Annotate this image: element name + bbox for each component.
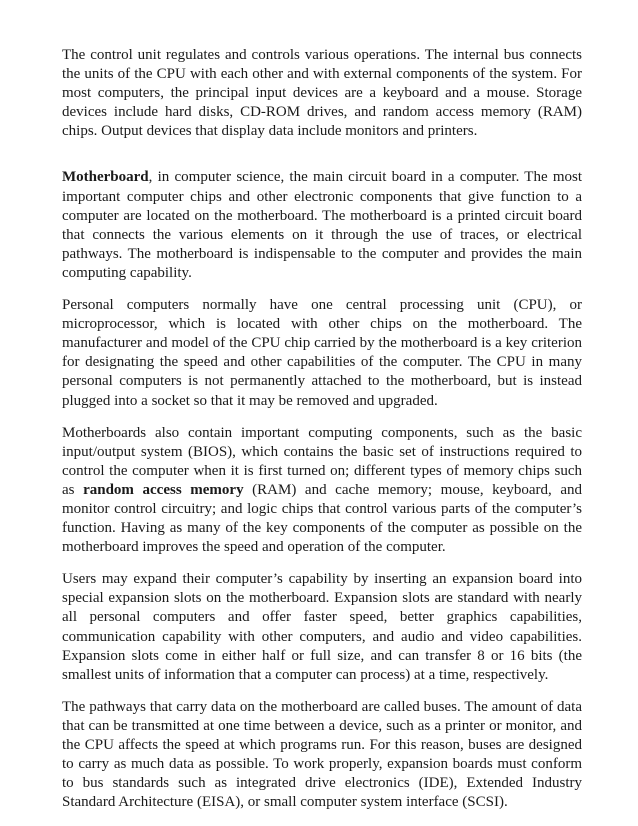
- paragraph-buses: The pathways that carry data on the motherboard are called buses. The amount of data that can be transmitted at one time between a device, such as a printer or monitor, and the CPU affects the speed at which programs run. For this reason, buses are designed to carry as much data as possible. To work properly, expansion boards must conform to bus standards such as integrated drive electronics (IDE), Extended Industry Standard Architecture (EISA), or small computer system interface (SCSI).: [62, 698, 582, 811]
- paragraph-motherboard-definition: [62, 168, 582, 283]
- paragraph-expansion-slots: Users may expand their computer’s capability by inserting an expansion board into special expansion slots on the motherboard. Expansion slots are standard with nearly all personal computers and offer faster speed, better graphics capabilities, communication capability with other computers, and audio and video capabilities. Expansion slots come in either half or full size, and can transfer 8 or 16 bits (the smallest units of information that a computer can process) at a time, respectively.: [62, 571, 582, 683]
- paragraph-components-rest: (RAM) and cache memory; mouse, keyboard, and monitor control circuitry; and logic chips that control various parts of the computer’s function. Having as many of the key components of the computer as possible on the motherboard improves the speed and operation of the computer.: [62, 481, 582, 556]
- document-page: [62, 46, 582, 812]
- term-motherboard: Motherboard: [62, 169, 149, 186]
- paragraph-cpu: Personal computers normally have one central processing unit (CPU), or microprocessor, which is located with other chips on the motherboard. The manufacturer and model of the CPU chip carried by the motherboard is a key criterion for designating the speed and other capabilities of the computer. The CPU in many personal computers is not permanently attached to the motherboard, but is instead plugged into a socket so that it may be removed and upgraded.: [62, 297, 582, 409]
- paragraph-components-start: Motherboards also contain important computing components, such as the basic input/output system (BIOS), which contains the basic set of instructions required to control the computer when it is first turned on; different types of memory chips such as: [62, 424, 582, 498]
- paragraph-components: [62, 424, 582, 558]
- paragraph-control-unit: The control unit regulates and controls various operations. The internal bus connects the units of the CPU with each other and with external components of the system. For most computers, the principal input devices are a keyboard and a mouse. Storage devices include hard disks, CD-ROM drives, and random access memory (RAM) chips. Output devices that display data include monitors and printers.: [62, 47, 582, 140]
- term-random-access-memory: random access memory: [83, 481, 244, 498]
- paragraph-motherboard-definition-text: , in computer science, the main circuit board in a computer. The most important computer chips and other electronic components that give function to a computer are located on the motherboard. The motherboard is a printed circuit board that connects the various elements on it through the use of traces, or electrical pathways. The motherboard is indispensable to the computer and provides the main computing capability.: [62, 169, 582, 281]
